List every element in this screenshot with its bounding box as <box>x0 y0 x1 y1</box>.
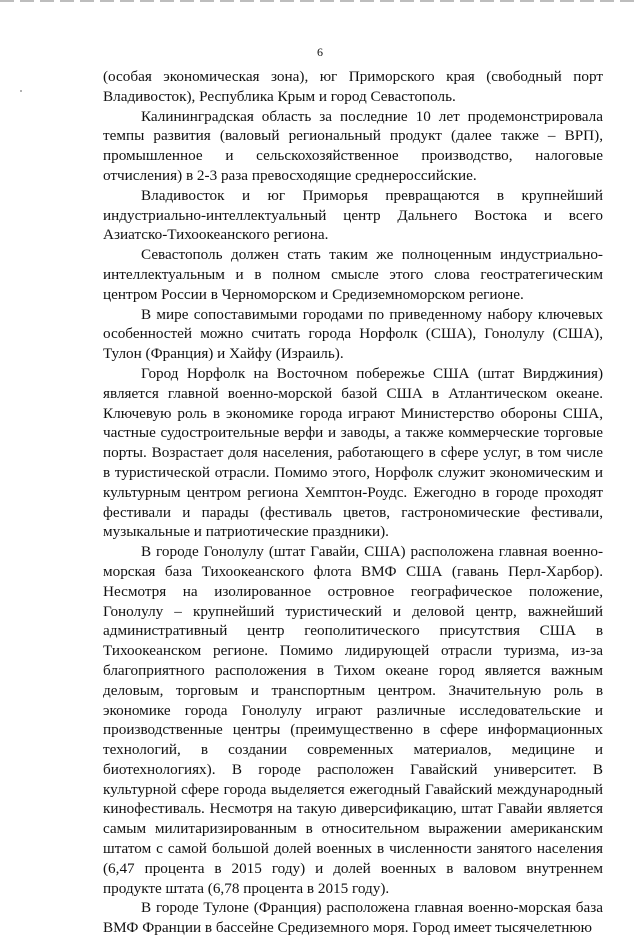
paragraph-toulon: В городе Тулоне (Франция) расположена главная военно-морская база ВМФ Франции в бассейне Средиземного моря. Город имеет тысячелетнюю <box>103 899 603 937</box>
paragraph-sevastopol: Севастополь должен стать таким же полноценным индустриально-интеллектуальным и в полном смысле этого слова геостратегическим центром России в Черноморском и Средиземноморском регионе. <box>103 246 603 303</box>
paragraph-continuation: (особая экономическая зона), юг Приморского края (свободный порт Владивосток), Республика Крым и город Севастополь. <box>103 68 603 105</box>
paragraph-kaliningrad: Калининградская область за последние 10 лет продемонстрировала темпы развития (валовый региональный продукт (далее также – ВРП), промышленное и сельскохозяйственное производство, налоговые отчисления) в 2-3 раза превосходящие среднероссийские. <box>103 107 603 184</box>
paragraph-norfolk: Город Норфолк на Восточном побережье США (штат Вирджиния) является главной военно-морской базой США в Атлантическом океане. Ключевую роль в экономике города играют Министерство обороны США, частные судостроительные верфи и заводы, а также коммерческие торговые порты. Возрастает доля населения, работающего в сфере услуг, в том числе в туристической отрасли. Помимо этого, Норфолк служит экономическим и культурным центром региона Хемптон-Роудс. Ежегодно в городе проходят фестивали и парады (фестиваль цветов, гастрономические фестивали, музыкальные и патриотические праздники). <box>103 364 603 541</box>
scan-speck <box>20 90 22 92</box>
paragraph-comparable-cities: В мире сопоставимыми городами по приведенному набору ключевых особенностей можно считать города Норфолк (США), Гонолулу (США), Тулон (Франция) и Хайфу (Израиль). <box>103 305 603 363</box>
page-number: 6 <box>317 45 323 59</box>
scan-top-edge <box>0 0 640 2</box>
paragraph-honolulu: В городе Гонолулу (штат Гавайи, США) расположена главная военно-морская база Тихоокеанского флота ВМФ США (гавань Перл-Харбор). Несмотря на изолированное островное географическое положение, Гонолулу – крупнейший туристический и деловой центр, важнейший административный центр геополитического присутствия США в Тихоокеанском регионе. Помимо лидирующей отрасли туризма, из-за благоприятного расположения в Тихом океане город является важным деловым, торговым и транспортным центром. Значительную роль в экономике города Гонолулу играют различные исследовательские и производственные центры (преимущественно в сфере информационных технологий, в создании современных материалов, медицине и биотехнологиях). В городе расположен Гавайский университет. В культурной сфере города выделяется ежегодный Гавайский международный кинофестиваль. Несмотря на такую диверсификацию, штат Гавайи является самым милитаризированным в относительном выражении американским штатом с самой большой долей военных в численности занятого населения (6,47 процента в 2015 году) и долей военных в валовом внутреннем продукте штата (6,78 процента в 2015 году). <box>103 543 603 897</box>
paragraph-vladivostok: Владивосток и юг Приморья превращаются в крупнейший индустриально-интеллектуальный центр Дальнего Востока и всего Азиатско-Тихоокеанского региона. <box>103 186 603 244</box>
document-body <box>103 67 603 938</box>
